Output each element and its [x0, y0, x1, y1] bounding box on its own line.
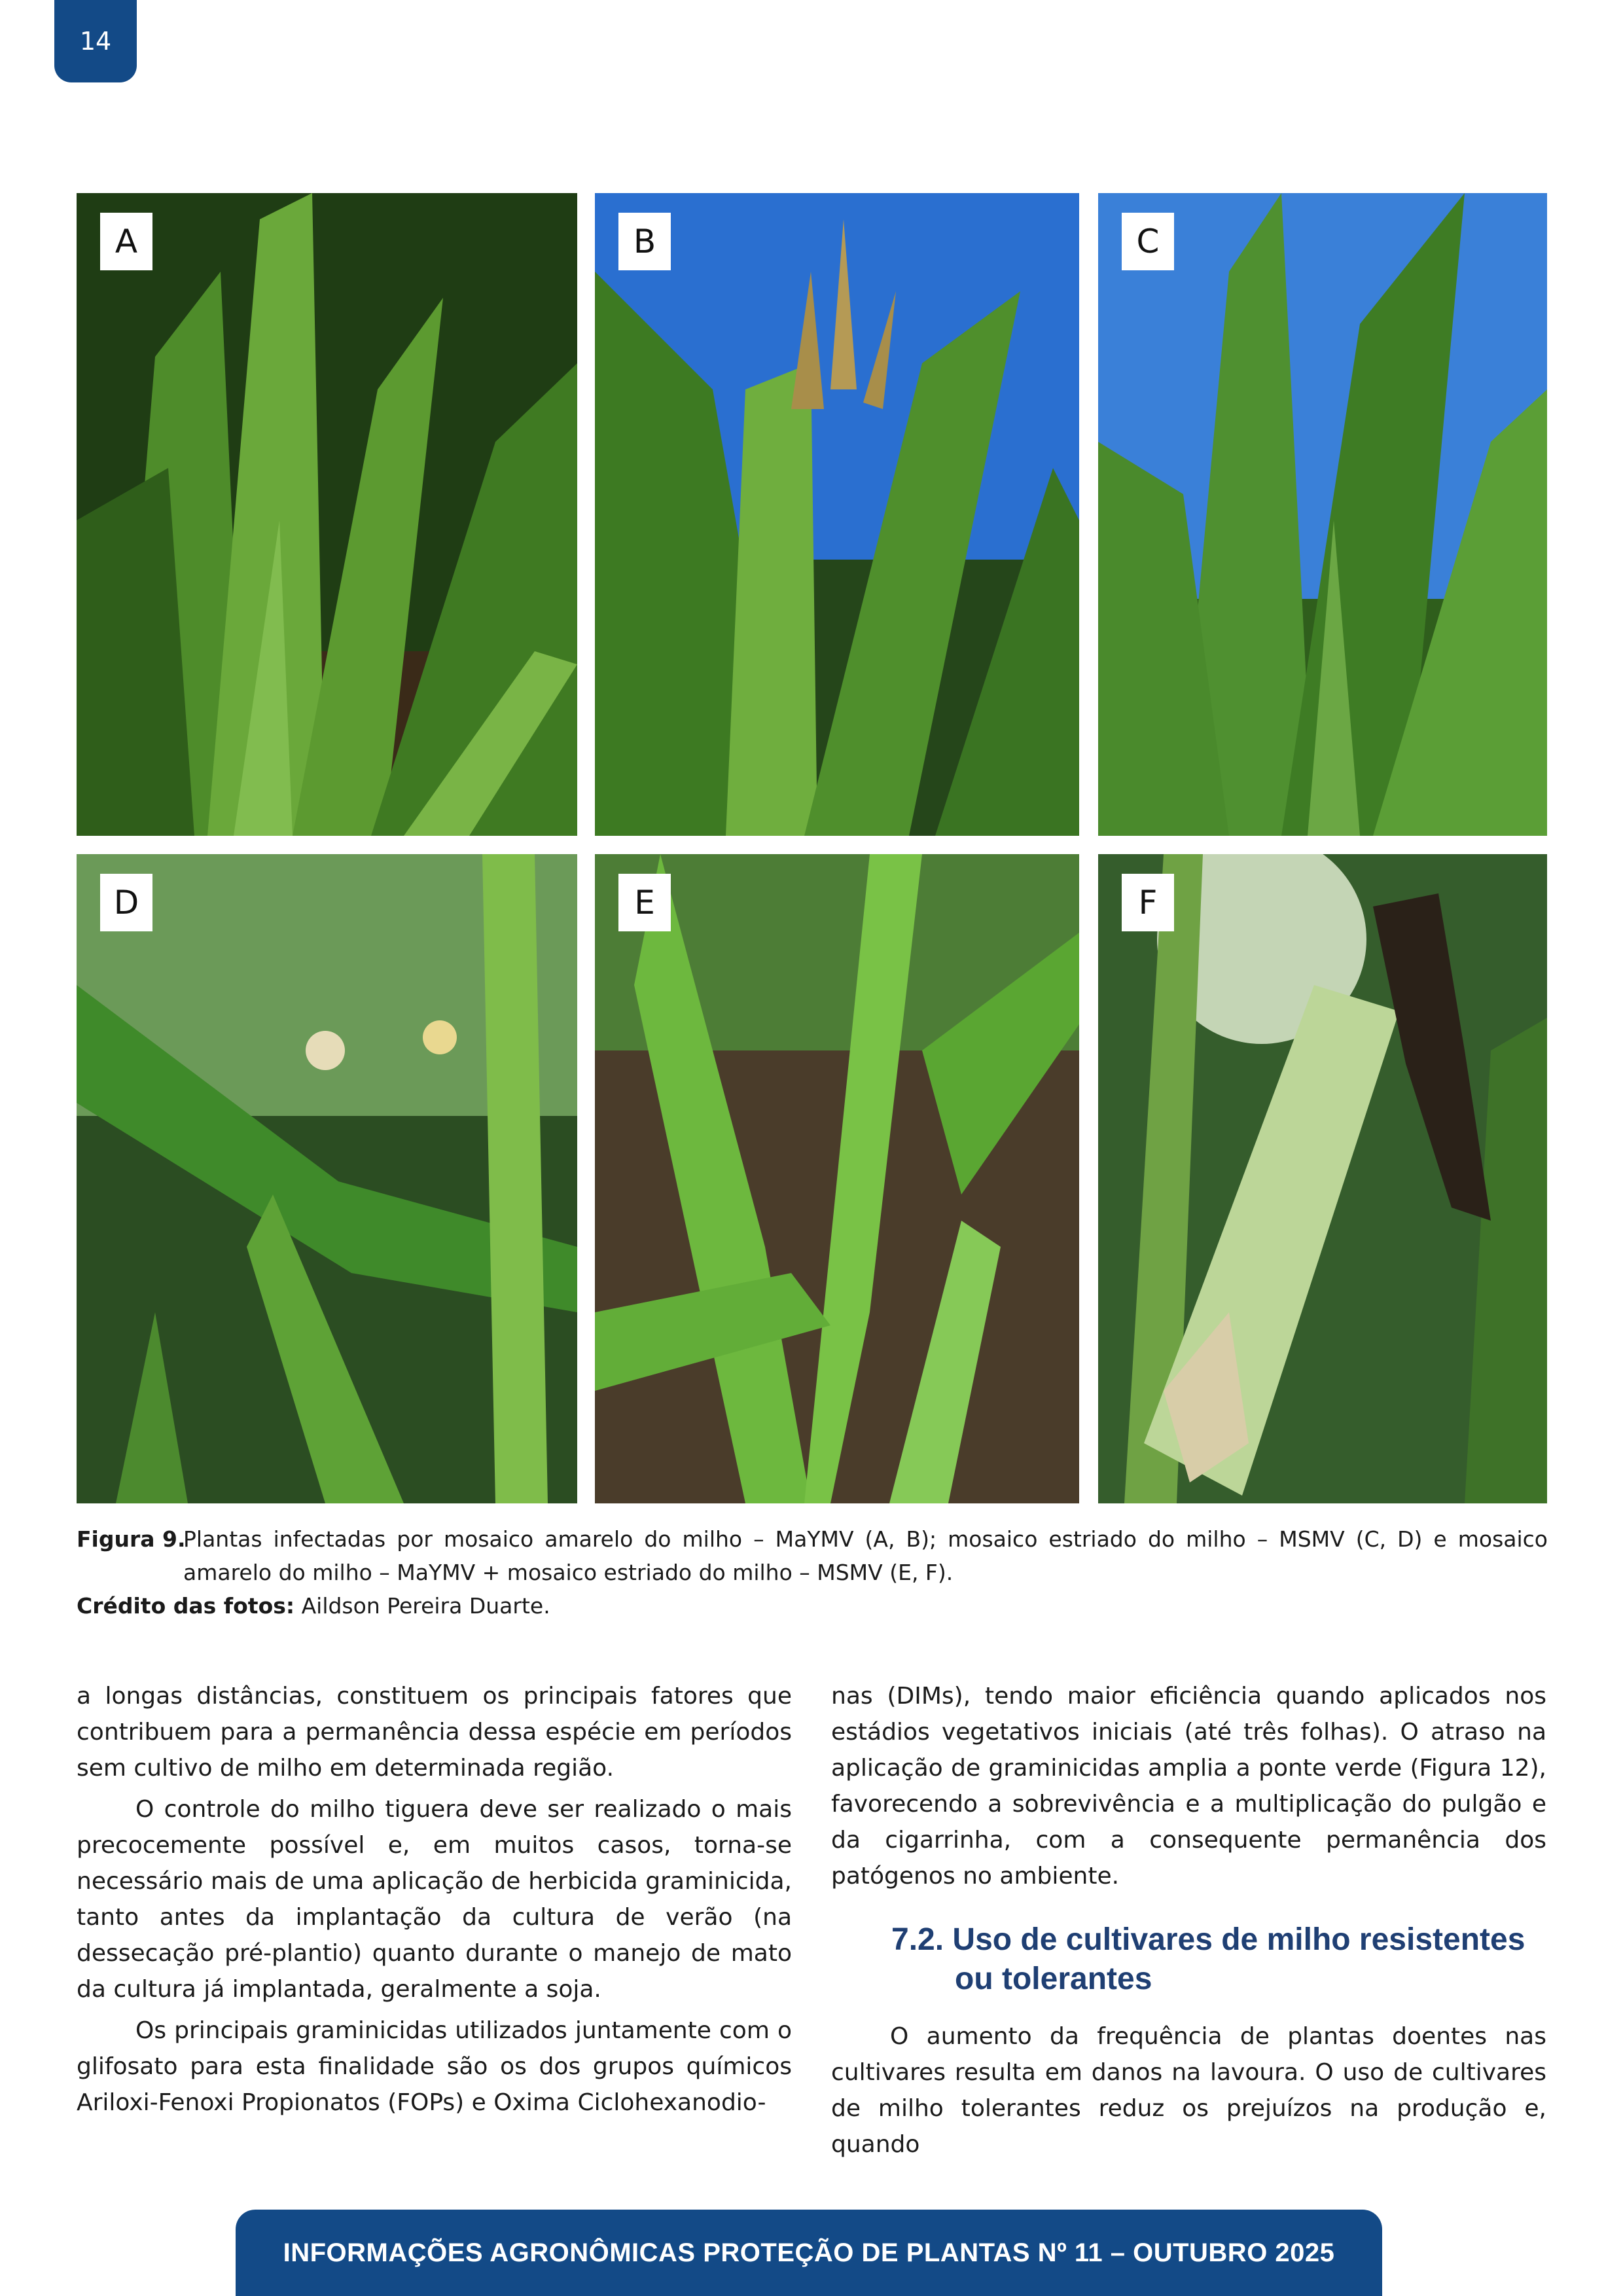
photo-label-f: F [1122, 874, 1174, 931]
footer-text: INFORMAÇÕES AGRONÔMICAS PROTEÇÃO DE PLANTAS Nº 11 – OUTUBRO 2025 [283, 2238, 1335, 2267]
corn-ear-image [1098, 854, 1547, 1503]
figure-photo-f [1098, 854, 1547, 1503]
corn-plant-sky-image [1098, 193, 1547, 836]
footer-bar [236, 2210, 1382, 2296]
figure-photo-a [77, 193, 577, 836]
right-paragraph-1: nas (DIMs), tendo maior eficiência quando aplicados nos estádios vegetativos iniciais (até três folhas). O atraso na aplicação de graminicidas amplia a ponte verde (Figura 12), favorecendo a sobrevivência e a multiplicação do pulgão e da cigarrinha, com a consequente permanência dos patógenos no ambiente. [831, 1683, 1546, 1890]
photo-label-a: A [100, 213, 152, 270]
page-number: 14 [79, 27, 112, 56]
figure-caption-text: Plantas infectadas por mosaico amarelo do milho – MaYMV (A, B); mosaico estriado do milho – MSMV (C, D) e mosaico amarelo do milho – MaYMV + mosaico estriado do milho – MSMV (E, F). [183, 1526, 1548, 1585]
corn-leaves-image [77, 193, 577, 836]
right-column [831, 1678, 1546, 2168]
section-heading [891, 1920, 1546, 1999]
photo-label-c: C [1122, 213, 1174, 270]
corn-field-ground-image [595, 854, 1079, 1503]
left-paragraph-1: a longas distâncias, constituem os principais fatores que contribuem para a permanência dessa espécie em períodos sem cultivo de milho em determinada região. [77, 1683, 792, 1782]
photo-credit-text: Aildson Pereira Duarte. [301, 1593, 550, 1619]
photo-label-e: E [618, 874, 671, 931]
left-column [77, 1678, 792, 2126]
figure-photo-e [595, 854, 1079, 1503]
page-number-badge [54, 0, 137, 82]
photo-credit-label: Crédito das fotos: [77, 1593, 295, 1619]
figure-photo-c [1098, 193, 1547, 836]
photo-label-b: B [618, 213, 671, 270]
corn-leaf-closeup-image [77, 854, 577, 1503]
figure-photo-b [595, 193, 1079, 836]
corn-tassel-image [595, 193, 1079, 836]
photo-label-d: D [100, 874, 152, 931]
left-paragraph-2: O controle do milho tiguera deve ser realizado o mais precocemente possível e, em muitos casos, torna-se necessário mais de uma aplicação de herbicida graminicida, tanto antes da implantação da cultura de verão (na dessecação pré-plantio) quanto durante o manejo de mato da cultura já implantada, geralmente a soja. [77, 1796, 792, 2003]
figure-photo-d [77, 854, 577, 1503]
figure-caption-label: Figura 9. [77, 1526, 186, 1552]
right-paragraph-2: O aumento da frequência de plantas doentes nas cultivares resulta em danos na lavoura. O uso de cultivares de milho tolerantes reduz os prejuízos na produção e, quando [831, 2023, 1546, 2158]
section-heading-line1: 7.2. Uso de cultivares de milho resistentes [891, 1922, 1525, 1957]
figure-caption [77, 1522, 1548, 1623]
left-paragraph-3: Os principais graminicidas utilizados juntamente com o glifosato para esta finalidade são os dos grupos químicos Ariloxi-Fenoxi Propionatos (FOPs) e Oxima Ciclohexanodio- [77, 2017, 792, 2116]
section-heading-line2: ou tolerantes [955, 1962, 1152, 1996]
